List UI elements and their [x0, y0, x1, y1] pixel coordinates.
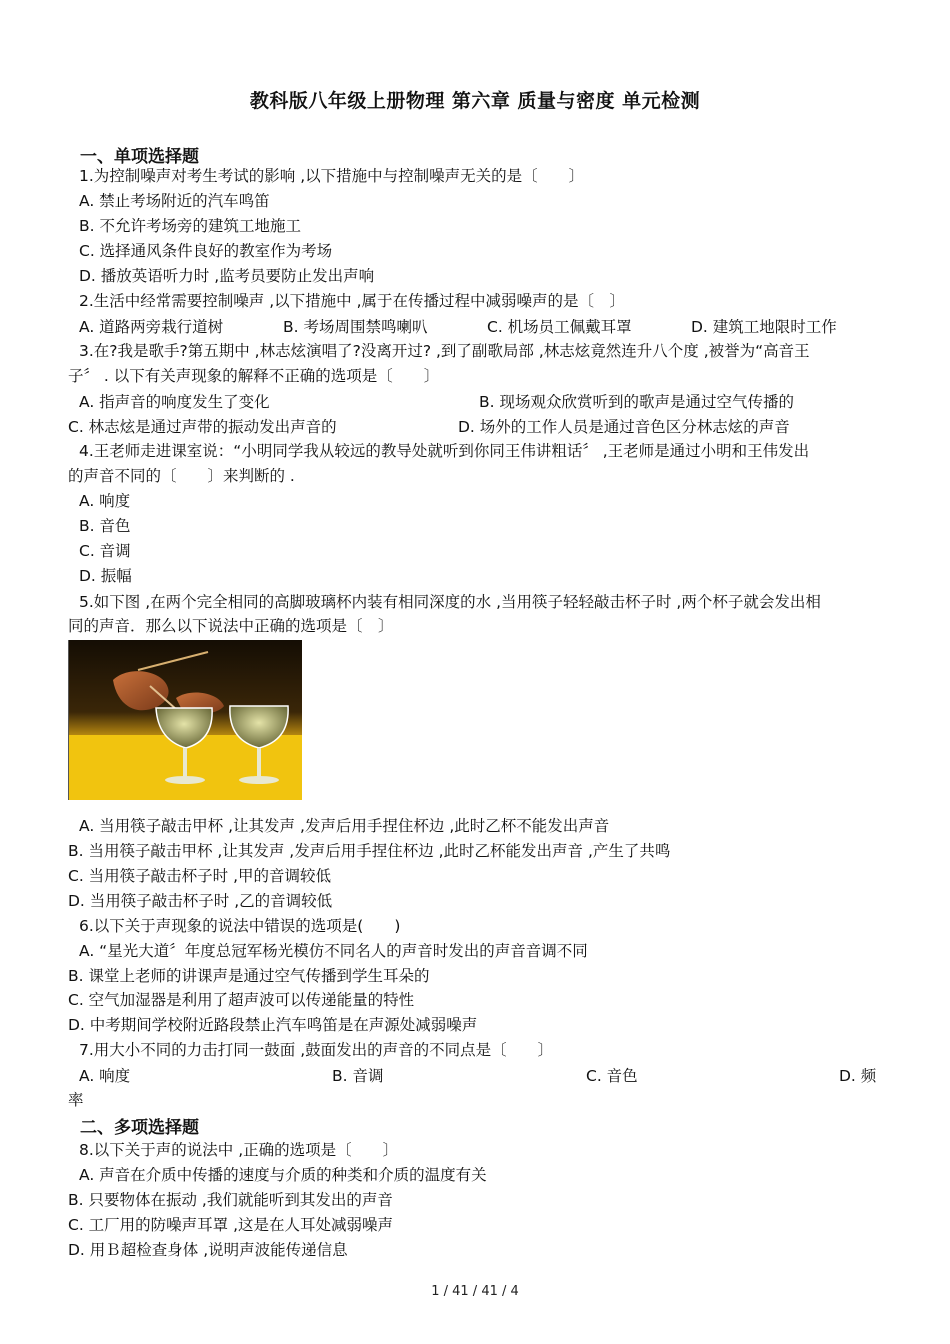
question-4-option-d: D. 振幅	[79, 567, 132, 585]
question-3-option-b: B. 现场观众欣赏听到的歌声是通过空气传播的	[479, 393, 794, 411]
question-1-option-b: B. 不允许考场旁的建筑工地施工	[79, 217, 301, 235]
question-7-option-b: B. 音调	[332, 1067, 384, 1085]
wine-glasses-photo	[68, 640, 302, 800]
question-3-stem-line1: 3.在?我是歌手?第五期中 ,林志炫演唱了?没离开过? ,到了副歌局部 ,林志炫竟然连升八个度 ,被誉为“高音王	[79, 342, 810, 360]
question-6-option-d: D. 中考期间学校附近路段禁止汽车鸣笛是在声源处减弱噪声	[68, 1016, 478, 1034]
question-6-option-a: A. “星光大道〞年度总冠军杨光模仿不同名人的声音时发出的声音音调不同	[79, 942, 588, 960]
question-7-option-a: A. 响度	[79, 1067, 131, 1085]
question-4-option-b: B. 音色	[79, 517, 131, 535]
question-7-option-c: C. 音色	[586, 1067, 638, 1085]
question-7-option-d-wrap: 率	[68, 1091, 84, 1109]
question-5-option-a: A. 当用筷子敲击甲杯 ,让其发声 ,发声后用手捏住杯边 ,此时乙杯不能发出声音	[79, 817, 610, 835]
question-2-option-b: B. 考场周围禁鸣喇叭	[283, 318, 428, 336]
question-1-option-a: A. 禁止考场附近的汽车鸣笛	[79, 192, 270, 210]
question-2-stem: 2.生活中经常需要控制噪声 ,以下措施中 ,属于在传播过程中减弱噪声的是〔 〕	[79, 292, 625, 310]
question-4-stem-line1: 4.王老师走进课室说：“小明同学我从较远的教导处就听到你同王伟讲粗话〞 ,王老师是通过小明和王伟发出	[79, 442, 810, 460]
question-7-stem: 7.用大小不同的力击打同一鼓面 ,鼓面发出的声音的不同点是〔 〕	[79, 1041, 554, 1059]
document-title: 教科版八年级上册物理 第六章 质量与密度 单元检测	[249, 90, 701, 112]
question-3-option-c: C. 林志炫是通过声带的振动发出声音的	[68, 418, 337, 436]
question-1-option-d: D. 播放英语听力时 ,监考员要防止发出声响	[79, 267, 375, 285]
question-2-option-a: A. 道路两旁栽行道树	[79, 318, 224, 336]
question-5-stem-line2: 同的声音．那么以下说法中正确的选项是〔 〕	[68, 617, 394, 635]
question-8-option-b: B. 只要物体在振动 ,我们就能听到其发出的声音	[68, 1191, 393, 1209]
question-4-option-a: A. 响度	[79, 492, 131, 510]
question-8-option-d: D. 用Ｂ超检查身体 ,说明声波能传递信息	[68, 1241, 348, 1259]
question-3-option-d: D. 场外的工作人员是通过音色区分林志炫的声音	[458, 418, 790, 436]
question-5-option-b: B. 当用筷子敲击甲杯 ,让其发声 ,发声后用手捏住杯边 ,此时乙杯能发出声音 ,产生了共鸣	[68, 842, 671, 860]
section-heading-single-choice: 一、单项选择题	[80, 147, 199, 167]
question-6-option-b: B. 课堂上老师的讲课声是通过空气传播到学生耳朵的	[68, 967, 430, 985]
question-5-option-d: D. 当用筷子敲击杯子时 ,乙的音调较低	[68, 892, 333, 910]
question-3-stem-line2: 子〞 . 以下有关声现象的解释不正确的选项是〔 〕	[68, 367, 440, 385]
question-4-stem-line2: 的声音不同的〔 〕来判断的 .	[68, 467, 295, 485]
question-3-option-a: A. 指声音的响度发生了变化	[79, 393, 270, 411]
question-5-stem-line1: 5.如下图 ,在两个完全相同的高脚玻璃杯内装有相同深度的水 ,当用筷子轻轻敲击杯子时 ,两个杯子就会发出相	[79, 593, 821, 611]
page-number-footer: 1 / 41 / 41 / 4	[431, 1284, 519, 1299]
question-1-stem: 1.为控制噪声对考生考试的影响 ,以下措施中与控制噪声无关的是〔 〕	[79, 167, 585, 185]
question-8-stem: 8.以下关于声的说法中 ,正确的选项是〔 〕	[79, 1141, 399, 1159]
question-7-option-d: D. 频	[839, 1067, 877, 1085]
question-2-option-c: C. 机场员工佩戴耳罩	[487, 318, 632, 336]
question-6-stem: 6.以下关于声现象的说法中错误的选项是( )	[79, 917, 401, 935]
question-2-option-d: D. 建筑工地限时工作	[691, 318, 837, 336]
question-8-option-c: C. 工厂用的防噪声耳罩 ,这是在人耳处减弱噪声	[68, 1216, 394, 1234]
question-5-option-c: C. 当用筷子敲击杯子时 ,甲的音调较低	[68, 867, 332, 885]
section-heading-multiple-choice: 二、多项选择题	[80, 1118, 199, 1138]
question-8-option-a: A. 声音在介质中传播的速度与介质的种类和介质的温度有关	[79, 1166, 487, 1184]
question-4-option-c: C. 音调	[79, 542, 131, 560]
question-6-option-c: C. 空气加湿器是利用了超声波可以传递能量的特性	[68, 991, 415, 1009]
question-1-option-c: C. 选择通风条件良好的教室作为考场	[79, 242, 333, 260]
